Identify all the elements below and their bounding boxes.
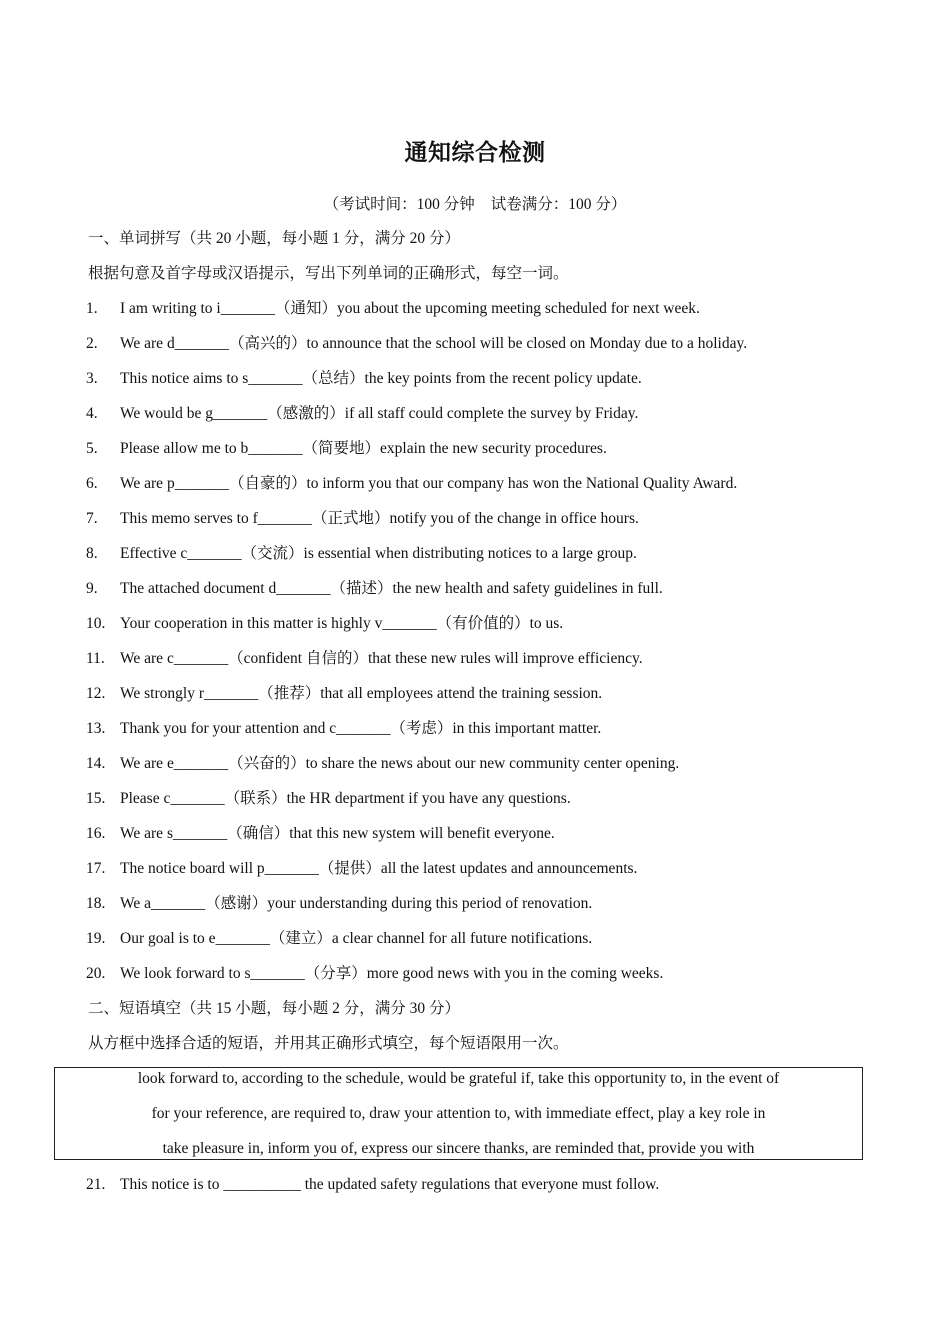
question-text: We are s_______（确信）that this new system will benefit everyone. bbox=[120, 825, 555, 842]
question-number: 18. bbox=[86, 895, 106, 912]
question-number: 15. bbox=[86, 790, 106, 807]
question-text: Thank you for your attention and c_______（考虑）in this important matter. bbox=[120, 720, 602, 737]
question-text: We are c_______（confident 自信的）that these new rules will improve efficiency. bbox=[120, 650, 643, 667]
phrase-bank-line: look forward to, according to the schedule, would be grateful if, take this opportunity to, in the event of bbox=[137, 1070, 780, 1087]
question-number: 21. bbox=[86, 1176, 106, 1193]
question-7 bbox=[86, 508, 639, 530]
question-number: 11. bbox=[86, 650, 105, 667]
question-11 bbox=[86, 648, 643, 670]
question-text: Please c_______（联系）the HR department if you have any questions. bbox=[120, 790, 571, 807]
question-number: 9. bbox=[86, 580, 98, 597]
question-number: 12. bbox=[86, 685, 106, 702]
section1-instruction: 根据句意及首字母或汉语提示，写出下列单词的正确形式，每空一词。 bbox=[88, 265, 569, 282]
question-number: 3. bbox=[86, 370, 98, 387]
question-text: Effective c_______（交流）is essential when distributing notices to a large group. bbox=[120, 545, 637, 562]
section2-heading: 二、短语填空（共 15 小题，每小题 2 分，满分 30 分） bbox=[88, 1000, 461, 1017]
exam-score: 试卷满分：100 分） bbox=[490, 196, 627, 213]
phrase-bank-line: take pleasure in, inform you of, express our sincere thanks, are reminded that, provide you with bbox=[162, 1140, 755, 1157]
question-text: We would be g_______（感激的）if all staff could complete the survey by Friday. bbox=[120, 405, 639, 422]
question-number: 13. bbox=[86, 720, 106, 737]
question-text: We a_______（感谢）your understanding during this period of renovation. bbox=[120, 895, 593, 912]
question-8 bbox=[86, 543, 637, 565]
question-text: We are e_______（兴奋的）to share the news about our new community center opening. bbox=[120, 755, 680, 772]
question-number: 19. bbox=[86, 930, 106, 947]
question-15 bbox=[86, 788, 571, 810]
question-number: 1. bbox=[86, 300, 98, 317]
question-text: This notice aims to s_______（总结）the key points from the recent policy update. bbox=[120, 370, 642, 387]
question-text: The attached document d_______（描述）the new health and safety guidelines in full. bbox=[120, 580, 663, 597]
question-text: This notice is to __________ the updated safety regulations that everyone must follow. bbox=[120, 1176, 660, 1193]
question-number: 10. bbox=[86, 615, 106, 632]
question-text: We are d_______（高兴的）to announce that the school will be closed on Monday due to a holiday. bbox=[120, 335, 748, 352]
question-number: 16. bbox=[86, 825, 106, 842]
exam-time: （考试时间：100 分钟 bbox=[323, 196, 475, 213]
question-9 bbox=[86, 578, 663, 600]
question-number: 8. bbox=[86, 545, 98, 562]
question-2 bbox=[86, 333, 747, 355]
question-6 bbox=[86, 473, 737, 495]
question-number: 20. bbox=[86, 965, 106, 982]
question-21 bbox=[86, 1174, 659, 1196]
question-number: 14. bbox=[86, 755, 106, 772]
exam-info bbox=[0, 192, 950, 214]
section2-instruction: 从方框中选择合适的短语，并用其正确形式填空，每个短语限用一次。 bbox=[88, 1035, 569, 1052]
question-number: 7. bbox=[86, 510, 98, 527]
question-number: 6. bbox=[86, 475, 98, 492]
question-text: I am writing to i_______（通知）you about the upcoming meeting scheduled for next week. bbox=[120, 300, 700, 317]
question-19 bbox=[86, 928, 592, 950]
section1-heading: 一、单词拼写（共 20 小题，每小题 1 分，满分 20 分） bbox=[88, 230, 461, 247]
phrase-bank bbox=[54, 1067, 863, 1160]
question-20 bbox=[86, 963, 663, 985]
question-number: 4. bbox=[86, 405, 98, 422]
question-10 bbox=[86, 613, 563, 635]
question-12 bbox=[86, 683, 602, 705]
question-number: 5. bbox=[86, 440, 98, 457]
question-number: 2. bbox=[86, 335, 98, 352]
question-text: Your cooperation in this matter is highly v_______（有价值的）to us. bbox=[120, 615, 564, 632]
question-number: 17. bbox=[86, 860, 106, 877]
question-text: Please allow me to b_______（简要地）explain the new security procedures. bbox=[120, 440, 607, 457]
question-17 bbox=[86, 858, 637, 880]
question-5 bbox=[86, 438, 607, 460]
question-text: This memo serves to f_______（正式地）notify you of the change in office hours. bbox=[120, 510, 639, 527]
question-13 bbox=[86, 718, 601, 740]
question-text: We look forward to s_______（分享）more good news with you in the coming weeks. bbox=[120, 965, 664, 982]
question-text: We are p_______（自豪的）to inform you that our company has won the National Quality Award. bbox=[120, 475, 738, 492]
question-16 bbox=[86, 823, 555, 845]
question-14 bbox=[86, 753, 679, 775]
question-4 bbox=[86, 403, 638, 425]
question-18 bbox=[86, 893, 592, 915]
page-title: 通知综合检测 bbox=[404, 140, 546, 166]
question-text: We strongly r_______（推荐）that all employees attend the training session. bbox=[120, 685, 603, 702]
question-3 bbox=[86, 368, 642, 390]
phrase-bank-line: for your reference, are required to, draw your attention to, with immediate effect, play a key role in bbox=[151, 1105, 766, 1122]
question-1 bbox=[86, 298, 700, 320]
question-text: Our goal is to e_______（建立）a clear channel for all future notifications. bbox=[120, 930, 593, 947]
question-text: The notice board will p_______（提供）all the latest updates and announcements. bbox=[120, 860, 638, 877]
